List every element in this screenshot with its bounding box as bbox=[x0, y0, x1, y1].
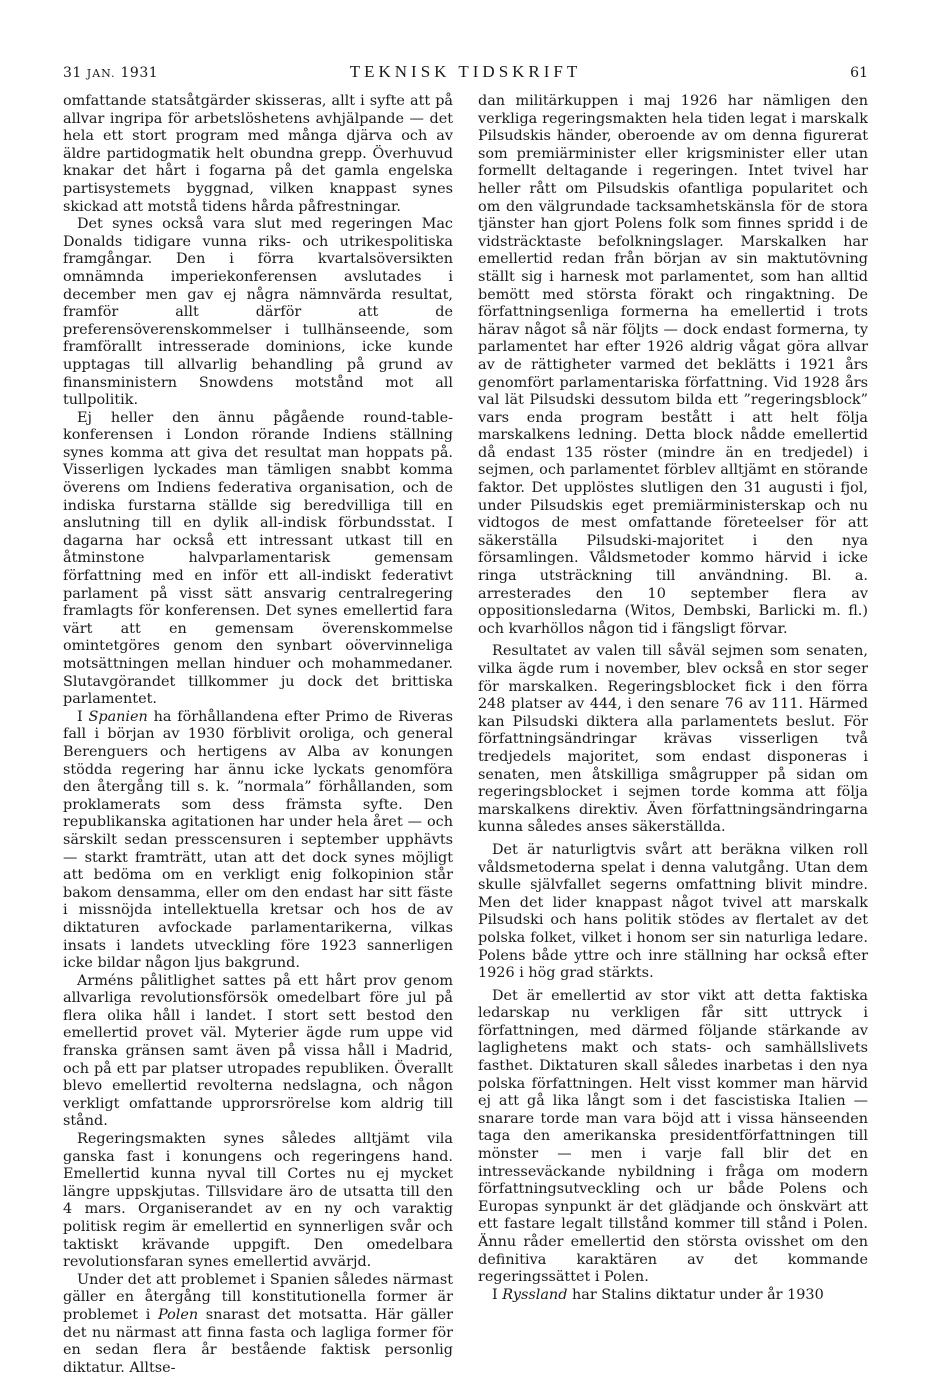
paragraph-text: I bbox=[77, 708, 89, 725]
country-name-spanien: Spanien bbox=[88, 708, 148, 725]
journal-title: TEKNISK TIDSKRIFT bbox=[349, 62, 582, 81]
paragraph-text: snarast det motsatta. Här gäller det nu närmast att finna fasta och lagliga former för en sedan flera år bestående faktisk personlig diktatur. Alltse- bbox=[63, 1306, 453, 1376]
paragraph: omfattande statsåtgärder skisseras, allt i syfte att på allvar ingripa för arbetslöshetens avhjälpande — det hela ett stort program med många djärva och av äldre partidogmatik helt obundna grepp. Överhuvud knakar det hårt i fogarna på det gamla engelska partisystemets byggnad, vilken knappast synes skickad att motstå tidens hårda påfrestningar. bbox=[63, 93, 453, 215]
issue-year: 1931 bbox=[120, 65, 159, 81]
paragraph: Arméns pålitlighet sattes på ett hårt prov genom allvarliga revolutionsförsök omedelbart före jul på flera olika håll i landet. I stort sett bestod den emellertid provet väl. Myterier ägde rum uppe vid franska gränsen samt även på vissa håll i Madrid, och på ett par platser utropades republiken. Överallt blevo emellertid revolterna nedslagna, och någon verkligt omfattande upprorsrörelse kom aldrig till stånd. bbox=[63, 972, 453, 1130]
paragraph-text: har Stalins diktatur under år 1930 bbox=[567, 1286, 824, 1303]
issue-day: 31 bbox=[63, 65, 82, 81]
paragraph: Det är naturligtvis svårt att beräkna vilken roll våldsmetoderna spelat i denna valutgång. Utan dem skulle självfallet segerns omfattning blivit mindre. Men det lider knappast något tvivel att marskalk Pilsudski och hans politik stödes av flertalet av det polska folket, vilket i honom ser sin naturliga ledare. Polens både yttre och inre ställning har också efter 1926 i hög grad stärkts. bbox=[478, 841, 868, 982]
page-number: 61 bbox=[850, 65, 868, 81]
paragraph: Regeringsmakten synes således alltjämt vila ganska fast i konungens och regeringens hand. Emellertid kunna nyval till Cortes nu ej mycket längre uppskjutas. Tillsvidare äro de utsatta till den 4 mars. Organiserandet av en ny och varaktig politisk regim är emellertid en synnerligen svår och taktiskt krävande uppgift. Den omedelbara revolutionsfaran synes emellertid avvärjd. bbox=[63, 1131, 453, 1271]
paragraph: Ej heller den ännu pågående round-table-konferensen i London rörande Indiens ställning synes komma att giva det resultat man hoppats på. Visserligen lyckades man tämligen snabbt komma överens om Indiens federativa organisation, och de indiska furstarna ställde sig beredvilliga till en anslutning till en dylik all-indisk förbundsstat. I dagarna har också ett intressant utkast till en åtminstone halvparlamentarisk gemensam författning med en inför ett all-indiskt federativt parlament på visst sätt ansvarig centralregering framlagts för konferensen. Det synes emellertid fara värt att en gemensam överenskommelse omintetgöres genom den synbart oövervinneliga motsättningen mellan hinduer och mohammedaner. Slutavgörandet tillkommer ju dock det brittiska parlamentet. bbox=[63, 409, 453, 708]
paragraph: Det är emellertid av stor vikt att detta faktiska ledarskap nu verkligen får sitt uttryck i författningen, med därmed följande stärkande av laglighetens makt och stats- och samhällslivets fasthet. Diktaturen skall således inarbetas i den nya polska författningen. Helt visst kommer man härvid ej att gå lika långt som i det fascistiska Italien — snarare torde man vara böjd att i vissa hänseenden taga den amerikanska presidentförfattningen till mönster — men i varje fall blir det en intresseväckande nybildning i fråga om modern författningsutveckling och ur både Polens och Europas synpunkt är det glädjande och önskvärt att ett fastare legalt tillstånd kommer till stånd i Polen. Ännu råder emellertid den största ovisshet om den definitiva karaktären av det kommande regeringssättet i Polen. bbox=[478, 987, 868, 1286]
paragraph-polen bbox=[63, 1272, 453, 1377]
country-name-ryssland: Ryssland bbox=[502, 1286, 568, 1303]
country-name-polen: Polen bbox=[157, 1306, 199, 1323]
paragraph: Det synes också vara slut med regeringen Mac Donalds tidigare vunna riks- och utrikespolitiska framgångar. Den i förra kvartalsöversikten omnämnda imperiekonferensen avslutades i december men gav ej några nämnvärda resultat, framför allt därför att de preferensöverenskommelser i tullhänseende, som framförallt intresserade dominions, icke kunde upptagas till allvarlig behandling på grund av finansministern Snowdens motstånd mot all tullpolitik. bbox=[63, 216, 453, 409]
paragraph-text: I bbox=[492, 1286, 503, 1303]
page-header bbox=[63, 58, 868, 98]
left-column bbox=[63, 93, 453, 1377]
paragraph-text: ha förhållandena efter Primo de Riveras fall i början av 1930 förblivit oroliga, och general Berenguers och hertigens av Alba av konungen stödda regering har ännu icke lyckats genomföra den återgång till s. k. ”normala” förhållanden, som proklamerats som dess främsta syfte. Den republikanska agitationen har under hela året — och särskilt sedan presscensuren i september upphävts — starkt framträtt, utan att det dock synes möjligt att bedöma om en verkligt enig folkopinion står bakom densamma, eller om den endast har sitt fäste i missnöjda intellektuella kretsar och hos de av diktaturen avfockade parlamentarikerna, vilkas insats i landets utveckling före 1923 sannerligen icke bildar någon ljus bakgrund. bbox=[63, 708, 453, 972]
paragraph-ryssland bbox=[478, 1287, 868, 1305]
right-column bbox=[478, 93, 868, 1377]
paragraph: dan militärkuppen i maj 1926 har nämligen den verkliga regeringsmakten hela tiden legat i marskalk Pilsudskis händer, oberoende av om denna figurerat som premiärminister eller krigsminister eller utan formellt deltagande i regeringen. Intet tvivel har heller rått om Pilsudskis ofantliga popularitet och om den välgrundade tacksamhetskänsla för de stora tjänster han gjort Polens folk som finnes spridd i de vidsträcktaste befolkningslager. Marskalken har emellertid redan från början av sin maktutövning ställt sig i harnesk mot parlamentet, som han alltid bemött med största förakt och ringaktning. De författningsenliga formerna ha emellertid i trots härav något så när följts — dock endast formerna, ty parlamentet har efter 1926 aldrig vågat göra allvar av de rättigheter varmed det beklätts i 1921 års genomfört parlamentariska författning. Vid 1928 års val lät Pilsudski dessutom bilda ett ”regeringsblock” vars enda program bestått i att helt följa marskalkens ledning. Detta block nådde emellertid då endast 135 röster (mindre än en tredjedel) i sejmen, och parlamentet förblev alltjämt en störande faktor. Det upplöstes slutligen den 31 augusti i fjol, under Pilsudskis eget premiärministerskap och nu vidtogos de mest omfattande företeelser för att säkerställa Pilsudski-majoritet i den nya församlingen. Våldsmetoder kommo härvid i icke ringa utsträckning till användning. Bl. a. arresterades den 10 september flera av oppositionsledarna (Witos, Dembski, Barlicki m. fl.) och kvarhöllos någon tid i fängsligt förvar. bbox=[478, 93, 868, 637]
paragraph-text: Under det att problemet i Spanien således närmast gäller en återgång till konstitutionella former är problemet i bbox=[63, 1271, 453, 1323]
text-columns bbox=[63, 93, 868, 1377]
paragraph-spanien bbox=[63, 709, 453, 973]
paragraph: Resultatet av valen till såväl sejmen som senaten, vilka ägde rum i november, blev också en stor seger för marskalken. Regeringsblocket fick i den förra 248 platser av 444, i den senare 76 av 111. Härmed kan Pilsudski diktera alla parlamentets beslut. För författningsändringar krävas visserligen två tredjedels majoritet, som endast disponeras i senaten, men åtskilliga smågrupper på sidan om regeringsblocket i sejmen torde komma att följa marskalkens direktiv. Även författningsändringarna kunna således anses säkerställda. bbox=[478, 643, 868, 836]
issue-month: JAN. bbox=[86, 67, 116, 80]
